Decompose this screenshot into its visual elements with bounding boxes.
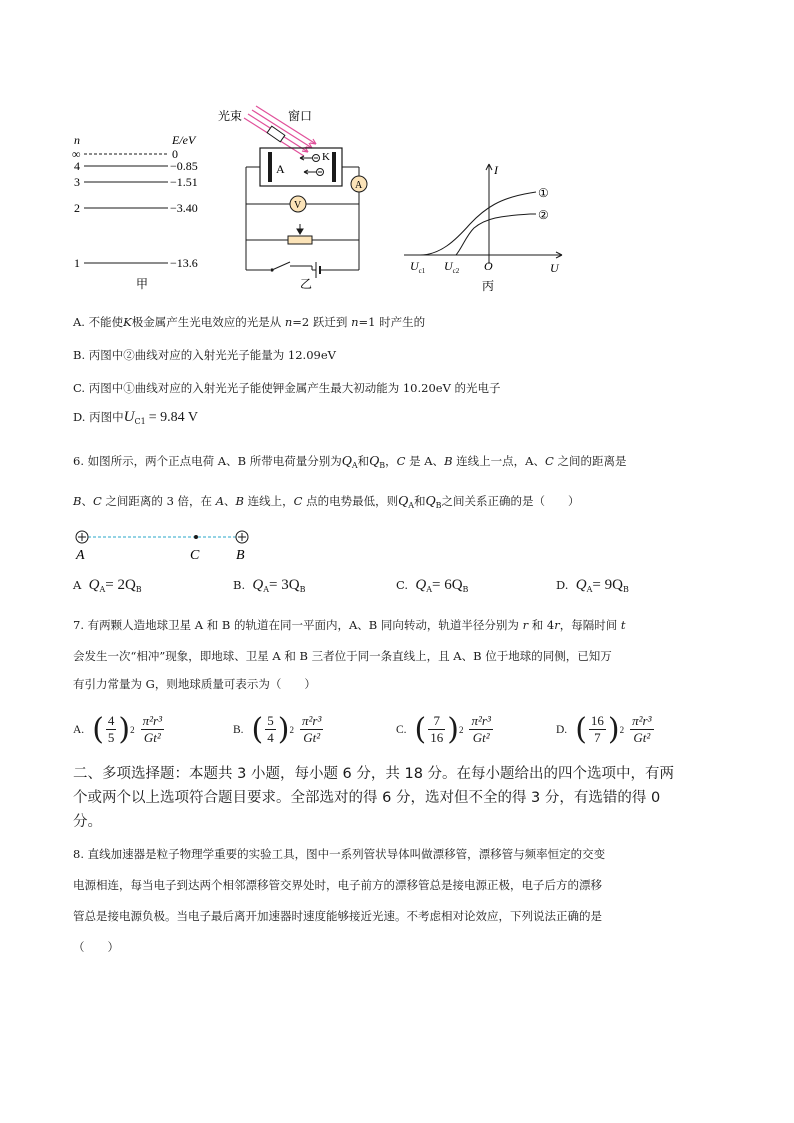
q7-l1-t1: 7. 有两颗人造地球卫星 A 和 B 的轨道在同一平面内，A、B 同向转动，轨道半径分别为 (73, 618, 523, 632)
section-2-line-1: 二、多项选择题：本题共 3 小题，每小题 6 分，共 18 分。在每小题给出的四个选项中，有两 (73, 766, 675, 782)
q6-a-rhs-sub: B (135, 585, 142, 594)
cathode-plate (332, 152, 336, 182)
label-a: A (76, 548, 85, 563)
level-e-inf: 0 (172, 147, 178, 161)
caption-bing: 丙 (482, 279, 495, 293)
q7-line-3: 有引力常量为 G，则地球质量可表示为（ ） (73, 677, 316, 691)
q5-a-text-3: =2 跃迁到 (292, 315, 352, 329)
q7-b-power: 2 (289, 724, 294, 735)
window-label: 窗口 (288, 109, 313, 123)
level-e-1: −13.6 (170, 256, 198, 270)
q7-option-c (396, 712, 493, 747)
q6-l2-qb-sub: B (435, 501, 442, 510)
curve-1-label: ① (538, 186, 549, 200)
q6-l2-c2: C (293, 494, 303, 508)
q6-b-lhs: Q (252, 577, 264, 593)
q5-a-text-2: 极金属产生光电效应的光是从 (131, 315, 285, 329)
q6-l2-t3: 、 (224, 494, 236, 508)
q8-line-1: 8. 直线加速器是粒子物理学重要的实验工具，图中一系列管状导体叫做漂移管，漂移管与频率恒定的交变 (73, 847, 606, 861)
q6-d-lhs: Q (575, 577, 587, 593)
label-b: B (236, 548, 245, 563)
q6-l2-c: C (92, 494, 102, 508)
q7-b-rhs-den: Gt² (303, 730, 321, 745)
paren-open: ( (251, 712, 264, 747)
q7-line-1 (73, 617, 626, 633)
q6-c-letter: C. (396, 578, 409, 592)
q5-a-text-1: A. 不能使 (73, 315, 124, 329)
level-n-1: 1 (74, 256, 80, 270)
e-header: E/eV (172, 133, 196, 147)
q5-a-text-4: =1 时产生的 (358, 315, 426, 329)
q6-l2-a: A (215, 494, 225, 508)
rheostat (288, 236, 312, 244)
q6-a-lhs-sub: A (99, 585, 106, 594)
q7-b-letter: B. (233, 723, 244, 736)
x-axis-label: U (550, 261, 559, 275)
q7-option-d (556, 712, 654, 747)
q6-l2-t2: 之间距离的 3 倍，在 (101, 494, 216, 508)
q7-c-rhs-num: π²r³ (471, 713, 491, 728)
q6-line-1 (73, 453, 626, 474)
q7-line-2: 会发生一次“相冲”现象，即地球、卫星 A 和 B 三者位于同一条直线上，且 A、B 位于地球的同侧，已知万 (73, 649, 612, 663)
q6-a-rhs: = 2Q (105, 577, 136, 593)
level-n-4: 4 (74, 159, 80, 173)
q6-l1-c2: C (544, 454, 554, 468)
q6-l2-b2: B (235, 494, 244, 508)
q7-d-num: 16 (590, 713, 604, 728)
q6-charge-diagram (68, 526, 268, 566)
q5-option-c: C. 丙图中①曲线对应的入射光光子能使钾金属产生最大初动能为 10.20eV 的光电子 (73, 381, 501, 395)
curve-2 (456, 214, 530, 255)
point-c (194, 535, 198, 539)
q8-line-2: 电源相连，每当电子到达两个相邻漂移管交界处时，电子前方的漂移管总是接电源正极，电子后方的漂移 (73, 878, 602, 892)
q7-a-num: 4 (107, 713, 115, 728)
q6-l2-qb: Q (425, 494, 436, 509)
level-e-4: −0.85 (170, 159, 198, 173)
q6-b-lhs-sub: A (263, 585, 270, 594)
q6-a-letter: A (73, 578, 82, 592)
q7-c-den: 16 (430, 730, 444, 745)
q7-c-num: 7 (428, 713, 445, 730)
q7-a-rhs (141, 713, 164, 746)
q6-d-lhs-sub: A (586, 585, 593, 594)
q7-c-rhs (469, 713, 492, 746)
q7-b-rhs (300, 713, 323, 746)
q6-l1-qb: Q (369, 454, 380, 469)
q6-l1-b: B (444, 454, 453, 468)
q7-l1-t3: ，每隔时间 (559, 618, 621, 632)
paren-close: ) (277, 712, 290, 747)
q6-l2-t5: 点的电势最低，则 (302, 494, 399, 508)
q6-b-rhs: = 3Q (269, 577, 300, 593)
section-2-line-3: 分。 (73, 814, 102, 830)
paren-open: ( (575, 712, 587, 747)
q6-b-rhs-sub: B (299, 585, 306, 594)
q5-option-d (73, 409, 198, 430)
level-e-2: −3.40 (170, 201, 198, 215)
q7-l1-r: r (522, 618, 529, 632)
q6-l1-c: C (396, 454, 406, 468)
q6-option-a (73, 577, 142, 598)
q6-l2-t4: 连线上， (243, 494, 294, 508)
q6-l2-qa-sub: A (408, 501, 415, 510)
q7-l1-t: t (620, 618, 626, 632)
q6-l2-t1: 、 (81, 494, 93, 508)
q6-l2-t6: 和 (414, 494, 426, 508)
q7-d-letter: D. (556, 723, 568, 736)
q5-d-value: = 9.84 V (148, 410, 198, 425)
voltmeter-label: V (294, 200, 302, 211)
electron-arrows (300, 155, 324, 176)
q6-d-rhs-sub: B (622, 585, 629, 594)
q7-a-rhs-num: π²r³ (142, 713, 162, 728)
anode-plate (268, 152, 272, 182)
q5-option-a (73, 314, 425, 330)
figure-jia-energy-levels (66, 128, 216, 300)
label-c: C (190, 548, 200, 563)
q6-l1-t6: 之间的距离是 (553, 454, 627, 468)
paren-open: ( (414, 712, 427, 747)
uc2-label: $U_{c2}$ (444, 259, 460, 275)
q6-l1-t1: 6. 如图所示，两个正点电荷 A、B 所带电荷量分别为 (73, 454, 342, 468)
curve-1 (420, 193, 530, 255)
q7-b-den: 4 (267, 730, 274, 745)
caption-jia: 甲 (136, 277, 149, 291)
q7-a-den: 5 (107, 730, 115, 745)
q7-b-num: 5 (267, 713, 274, 728)
q7-d-rhs-num: π²r³ (632, 713, 652, 728)
q6-option-b (233, 577, 305, 598)
q6-d-letter: D. (556, 578, 569, 592)
ammeter-label: A (355, 180, 363, 191)
paren-open: ( (92, 712, 104, 747)
q5-option-b: B. 丙图中②曲线对应的入射光光子能量为 12.09eV (73, 348, 336, 362)
level-n-3: 3 (74, 175, 80, 189)
q7-l1-t2: 和 4 (528, 618, 555, 632)
q6-l1-t5: 连线上一点，A、 (452, 454, 545, 468)
q6-c-lhs: Q (415, 577, 427, 593)
q7-a-letter: A. (73, 723, 85, 736)
q7-d-rhs-den: Gt² (633, 730, 651, 745)
q6-l2-qa: Q (398, 494, 409, 509)
q6-b-letter: B. (233, 578, 246, 592)
q7-c-fraction (428, 713, 445, 746)
q7-option-a (73, 712, 164, 747)
q7-c-power: 2 (458, 724, 464, 735)
y-axis-label: I (494, 163, 498, 177)
q7-c-letter: C. (396, 723, 407, 736)
q6-option-c (396, 577, 468, 598)
figure-yi-circuit (216, 100, 376, 300)
q7-l1-r2: r (554, 618, 560, 632)
q5-d-sub: C1 (134, 417, 146, 426)
level-n-2: 2 (74, 201, 80, 215)
section-2-line-2: 个或两个以上选项符合题目要求。全部选对的得 6 分，选对但不全的得 3 分，有选错的得 0 (73, 790, 661, 806)
q6-c-lhs-sub: A (426, 585, 432, 594)
q7-a-power: 2 (130, 724, 135, 735)
switch-arm (272, 262, 290, 270)
q7-d-rhs (630, 713, 653, 746)
q6-option-d (556, 577, 629, 598)
q7-d-fraction (589, 713, 606, 746)
q6-l1-t4: 是 A、 (405, 454, 445, 468)
q5-a-n1: n (284, 315, 293, 329)
q7-d-den: 7 (594, 730, 601, 745)
q6-c-rhs-sub: B (462, 585, 469, 594)
paren-close: ) (447, 712, 459, 747)
q6-a-lhs: Q (88, 577, 100, 593)
anode-label: A (276, 162, 285, 176)
q6-l1-qa-sub: A (351, 461, 358, 470)
q8-line-4: （ ） (73, 940, 119, 954)
level-n-inf: ∞ (72, 147, 81, 161)
cathode-label: K (322, 151, 330, 163)
q6-l1-qa: Q (341, 454, 352, 469)
q6-l1-t3: ， (385, 454, 397, 468)
origin-label: O (484, 259, 493, 273)
figure-bing-iu-curves (400, 156, 570, 298)
n-header: n (74, 133, 80, 147)
q6-line-2 (73, 493, 580, 514)
q8-line-3: 管总是接电源负极。当电子最后离开加速器时速度能够接近光速。不考虑相对论效应，下列说法正确的是 (73, 909, 602, 923)
caption-yi: 乙 (300, 277, 313, 291)
q6-l1-t2: 和 (357, 454, 370, 468)
q7-c-rhs-den: Gt² (472, 730, 490, 745)
q6-d-rhs: = 9Q (592, 577, 623, 593)
q6-l1-qb-sub: B (379, 461, 386, 470)
curve-2-label: ② (538, 208, 549, 222)
paren-close: ) (607, 712, 620, 747)
q6-l2-t7: 之间关系正确的是（ ） (441, 494, 580, 508)
beam-label: 光束 (218, 109, 243, 123)
q7-d-power: 2 (619, 724, 625, 735)
q6-l2-b: B (73, 494, 82, 508)
q7-a-fraction (106, 713, 117, 746)
paren-close: ) (118, 712, 131, 747)
q5-a-k: K (123, 315, 132, 329)
q7-a-rhs-den: Gt² (143, 730, 161, 745)
q5-d-var: U (123, 409, 135, 425)
q5-a-n2: n (351, 315, 359, 329)
q5-d-text: D. 丙图中 (73, 410, 124, 424)
q7-b-rhs-num: π²r³ (301, 713, 322, 728)
level-e-3: −1.51 (170, 175, 198, 189)
uc1-label: $U_{c1}$ (410, 259, 426, 275)
q7-option-b (233, 712, 323, 747)
q7-b-fraction (265, 713, 276, 746)
q6-c-rhs: = 6Q (431, 577, 463, 593)
